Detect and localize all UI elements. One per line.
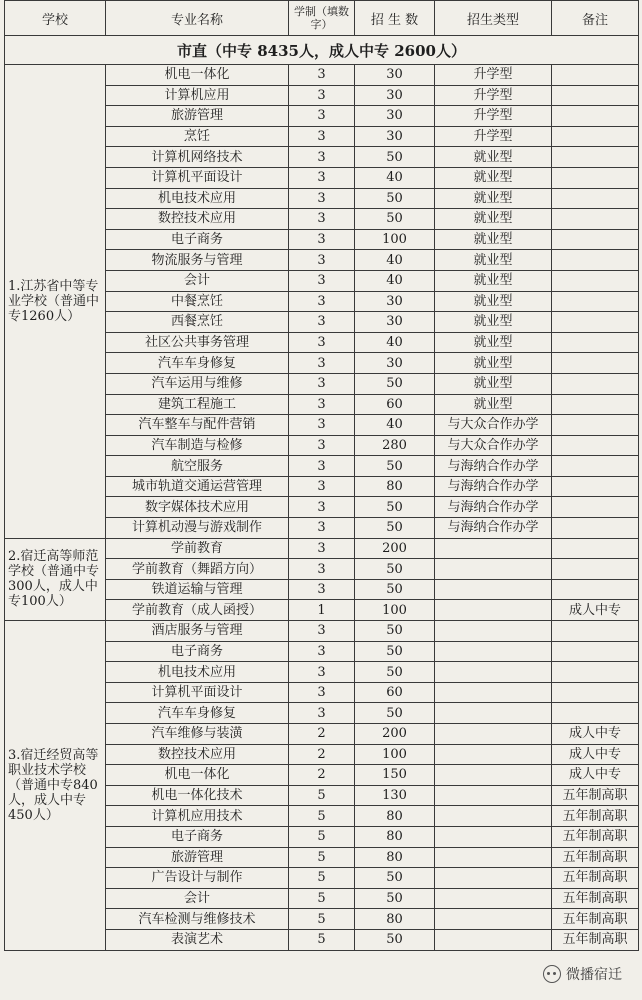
years-cell: 3 [289,312,355,333]
note-cell: 五年制高职 [552,888,639,909]
count-cell: 50 [355,456,435,477]
type-cell: 就业型 [435,373,552,394]
note-cell [552,353,639,374]
major-cell: 社区公共事务管理 [106,332,289,353]
major-cell: 汽车维修与装潢 [106,724,289,745]
watermark [539,962,626,986]
type-cell [435,847,552,868]
count-cell: 80 [355,806,435,827]
count-cell: 200 [355,538,435,559]
note-cell [552,106,639,127]
type-cell [435,765,552,786]
type-cell: 就业型 [435,209,552,230]
note-cell: 五年制高职 [552,929,639,950]
note-cell: 五年制高职 [552,847,639,868]
years-cell: 3 [289,559,355,580]
major-cell: 广告设计与制作 [106,868,289,889]
type-cell: 就业型 [435,147,552,168]
years-cell: 1 [289,600,355,621]
years-cell: 3 [289,518,355,539]
years-cell: 3 [289,167,355,188]
note-cell: 五年制高职 [552,868,639,889]
watermark-text: 微播宿迁 [566,967,622,983]
years-cell: 3 [289,415,355,436]
wechat-icon [543,965,561,983]
note-cell [552,538,639,559]
note-cell [552,621,639,642]
major-cell: 会计 [106,270,289,291]
type-cell: 就业型 [435,270,552,291]
count-cell: 30 [355,291,435,312]
count-cell: 150 [355,765,435,786]
note-cell: 五年制高职 [552,785,639,806]
type-cell [435,621,552,642]
type-cell: 与海纳合作办学 [435,456,552,477]
note-cell [552,291,639,312]
major-cell: 学前教育（舞蹈方向） [106,559,289,580]
count-cell: 30 [355,312,435,333]
years-cell: 3 [289,662,355,683]
years-cell: 3 [289,65,355,86]
years-cell: 2 [289,765,355,786]
count-cell: 50 [355,641,435,662]
years-cell: 3 [289,106,355,127]
years-cell: 3 [289,497,355,518]
major-cell: 电子商务 [106,229,289,250]
years-cell: 3 [289,250,355,271]
note-cell [552,579,639,600]
major-cell: 汽车车身修复 [106,703,289,724]
years-cell: 3 [289,621,355,642]
count-cell: 40 [355,270,435,291]
type-cell: 就业型 [435,167,552,188]
major-cell: 计算机网络技术 [106,147,289,168]
type-cell: 就业型 [435,353,552,374]
years-cell: 3 [289,476,355,497]
count-cell: 50 [355,209,435,230]
note-cell [552,188,639,209]
major-cell: 数控技术应用 [106,209,289,230]
note-cell [552,147,639,168]
count-cell: 40 [355,167,435,188]
count-cell: 30 [355,126,435,147]
count-cell: 50 [355,579,435,600]
years-cell: 3 [289,394,355,415]
major-cell: 汽车运用与维修 [106,373,289,394]
type-cell [435,600,552,621]
count-cell: 50 [355,559,435,580]
header-school: 学校 [5,1,106,36]
note-cell [552,559,639,580]
note-cell [552,394,639,415]
school-name-cell: 3.宿迁经贸高等职业技术学校（普通中专840人，成人中专450人） [5,621,106,951]
years-cell: 3 [289,332,355,353]
years-cell: 5 [289,826,355,847]
type-cell [435,724,552,745]
years-cell: 3 [289,85,355,106]
major-cell: 机电一体化 [106,65,289,86]
years-cell: 3 [289,579,355,600]
major-cell: 计算机平面设计 [106,682,289,703]
years-cell: 5 [289,806,355,827]
school-name-cell: 2.宿迁高等师范学校（普通中专300人，成人中专100人） [5,538,106,620]
count-cell: 130 [355,785,435,806]
years-cell: 3 [289,373,355,394]
years-cell: 2 [289,724,355,745]
count-cell: 30 [355,85,435,106]
header-major: 专业名称 [106,1,289,36]
note-cell [552,373,639,394]
type-cell: 升学型 [435,106,552,127]
years-cell: 3 [289,435,355,456]
type-cell: 升学型 [435,85,552,106]
count-cell: 50 [355,888,435,909]
count-cell: 100 [355,600,435,621]
type-cell: 就业型 [435,229,552,250]
years-cell: 5 [289,847,355,868]
type-cell: 升学型 [435,126,552,147]
major-cell: 旅游管理 [106,847,289,868]
count-cell: 80 [355,476,435,497]
type-cell: 就业型 [435,394,552,415]
note-cell [552,476,639,497]
count-cell: 80 [355,909,435,930]
type-cell [435,538,552,559]
major-cell: 计算机应用技术 [106,806,289,827]
type-cell [435,868,552,889]
major-cell: 汽车制造与检修 [106,435,289,456]
years-cell: 3 [289,353,355,374]
count-cell: 50 [355,518,435,539]
type-cell: 就业型 [435,312,552,333]
type-cell [435,682,552,703]
note-cell: 五年制高职 [552,806,639,827]
type-cell [435,744,552,765]
note-cell [552,209,639,230]
years-cell: 5 [289,888,355,909]
note-cell [552,229,639,250]
type-cell: 与海纳合作办学 [435,518,552,539]
type-cell [435,785,552,806]
type-cell [435,929,552,950]
note-cell: 五年制高职 [552,909,639,930]
type-cell [435,559,552,580]
count-cell: 200 [355,724,435,745]
major-cell: 旅游管理 [106,106,289,127]
count-cell: 50 [355,868,435,889]
note-cell [552,167,639,188]
header-row [5,1,639,36]
note-cell: 成人中专 [552,724,639,745]
type-cell: 与海纳合作办学 [435,497,552,518]
years-cell: 5 [289,868,355,889]
count-cell: 60 [355,682,435,703]
years-cell: 3 [289,188,355,209]
major-cell: 汽车检测与维修技术 [106,909,289,930]
major-cell: 烹饪 [106,126,289,147]
major-cell: 中餐烹饪 [106,291,289,312]
count-cell: 50 [355,703,435,724]
type-cell [435,641,552,662]
major-cell: 城市轨道交通运营管理 [106,476,289,497]
count-cell: 30 [355,353,435,374]
years-cell: 3 [289,641,355,662]
major-cell: 酒店服务与管理 [106,621,289,642]
major-cell: 计算机应用 [106,85,289,106]
count-cell: 80 [355,847,435,868]
major-cell: 铁道运输与管理 [106,579,289,600]
major-cell: 航空服务 [106,456,289,477]
table-row [5,65,639,86]
major-cell: 电子商务 [106,641,289,662]
note-cell [552,641,639,662]
years-cell: 3 [289,682,355,703]
years-cell: 3 [289,147,355,168]
type-cell: 与大众合作办学 [435,435,552,456]
major-cell: 数控技术应用 [106,744,289,765]
major-cell: 建筑工程施工 [106,394,289,415]
type-cell [435,909,552,930]
note-cell [552,65,639,86]
type-cell [435,662,552,683]
note-cell: 成人中专 [552,765,639,786]
major-cell: 学前教育 [106,538,289,559]
note-cell [552,682,639,703]
count-cell: 40 [355,415,435,436]
type-cell: 就业型 [435,250,552,271]
type-cell: 就业型 [435,291,552,312]
enrollment-table [4,0,639,951]
major-cell: 会计 [106,888,289,909]
count-cell: 80 [355,826,435,847]
major-cell: 数字媒体技术应用 [106,497,289,518]
note-cell [552,312,639,333]
header-type: 招生类型 [435,1,552,36]
note-cell [552,332,639,353]
type-cell: 升学型 [435,65,552,86]
header-count: 招 生 数 [355,1,435,36]
major-cell: 机电一体化技术 [106,785,289,806]
count-cell: 50 [355,929,435,950]
years-cell: 3 [289,126,355,147]
type-cell: 就业型 [435,188,552,209]
header-years: 学制（填数字） [289,1,355,36]
header-note: 备注 [552,1,639,36]
years-cell: 3 [289,456,355,477]
type-cell [435,888,552,909]
count-cell: 100 [355,229,435,250]
count-cell: 40 [355,250,435,271]
note-cell [552,435,639,456]
years-cell: 3 [289,209,355,230]
count-cell: 50 [355,147,435,168]
major-cell: 计算机动漫与游戏制作 [106,518,289,539]
major-cell: 学前教育（成人函授） [106,600,289,621]
note-cell [552,415,639,436]
major-cell: 汽车整车与配件营销 [106,415,289,436]
major-cell: 表演艺术 [106,929,289,950]
count-cell: 280 [355,435,435,456]
type-cell [435,806,552,827]
major-cell: 电子商务 [106,826,289,847]
major-cell: 西餐烹饪 [106,312,289,333]
note-cell [552,497,639,518]
type-cell [435,826,552,847]
years-cell: 2 [289,744,355,765]
years-cell: 3 [289,229,355,250]
type-cell: 与海纳合作办学 [435,476,552,497]
section-title: 市直（中专 8435人，成人中专 2600人） [5,36,639,65]
count-cell: 50 [355,662,435,683]
note-cell: 五年制高职 [552,826,639,847]
years-cell: 3 [289,270,355,291]
table-row [5,538,639,559]
count-cell: 40 [355,332,435,353]
count-cell: 50 [355,188,435,209]
years-cell: 5 [289,785,355,806]
type-cell: 与大众合作办学 [435,415,552,436]
count-cell: 60 [355,394,435,415]
note-cell: 成人中专 [552,744,639,765]
major-cell: 物流服务与管理 [106,250,289,271]
count-cell: 50 [355,373,435,394]
school-name-cell: 1.江苏省中等专业学校（普通中专1260人） [5,65,106,539]
note-cell [552,85,639,106]
major-cell: 机电一体化 [106,765,289,786]
major-cell: 机电技术应用 [106,662,289,683]
major-cell: 计算机平面设计 [106,167,289,188]
years-cell: 3 [289,703,355,724]
table-row [5,621,639,642]
years-cell: 3 [289,291,355,312]
note-cell [552,703,639,724]
type-cell: 就业型 [435,332,552,353]
years-cell: 5 [289,929,355,950]
years-cell: 3 [289,538,355,559]
note-cell: 成人中专 [552,600,639,621]
note-cell [552,270,639,291]
note-cell [552,250,639,271]
section-row [5,36,639,65]
count-cell: 30 [355,65,435,86]
note-cell [552,518,639,539]
major-cell: 机电技术应用 [106,188,289,209]
count-cell: 50 [355,621,435,642]
count-cell: 30 [355,106,435,127]
note-cell [552,662,639,683]
count-cell: 100 [355,744,435,765]
type-cell [435,579,552,600]
years-cell: 5 [289,909,355,930]
note-cell [552,126,639,147]
note-cell [552,456,639,477]
count-cell: 50 [355,497,435,518]
type-cell [435,703,552,724]
major-cell: 汽车车身修复 [106,353,289,374]
